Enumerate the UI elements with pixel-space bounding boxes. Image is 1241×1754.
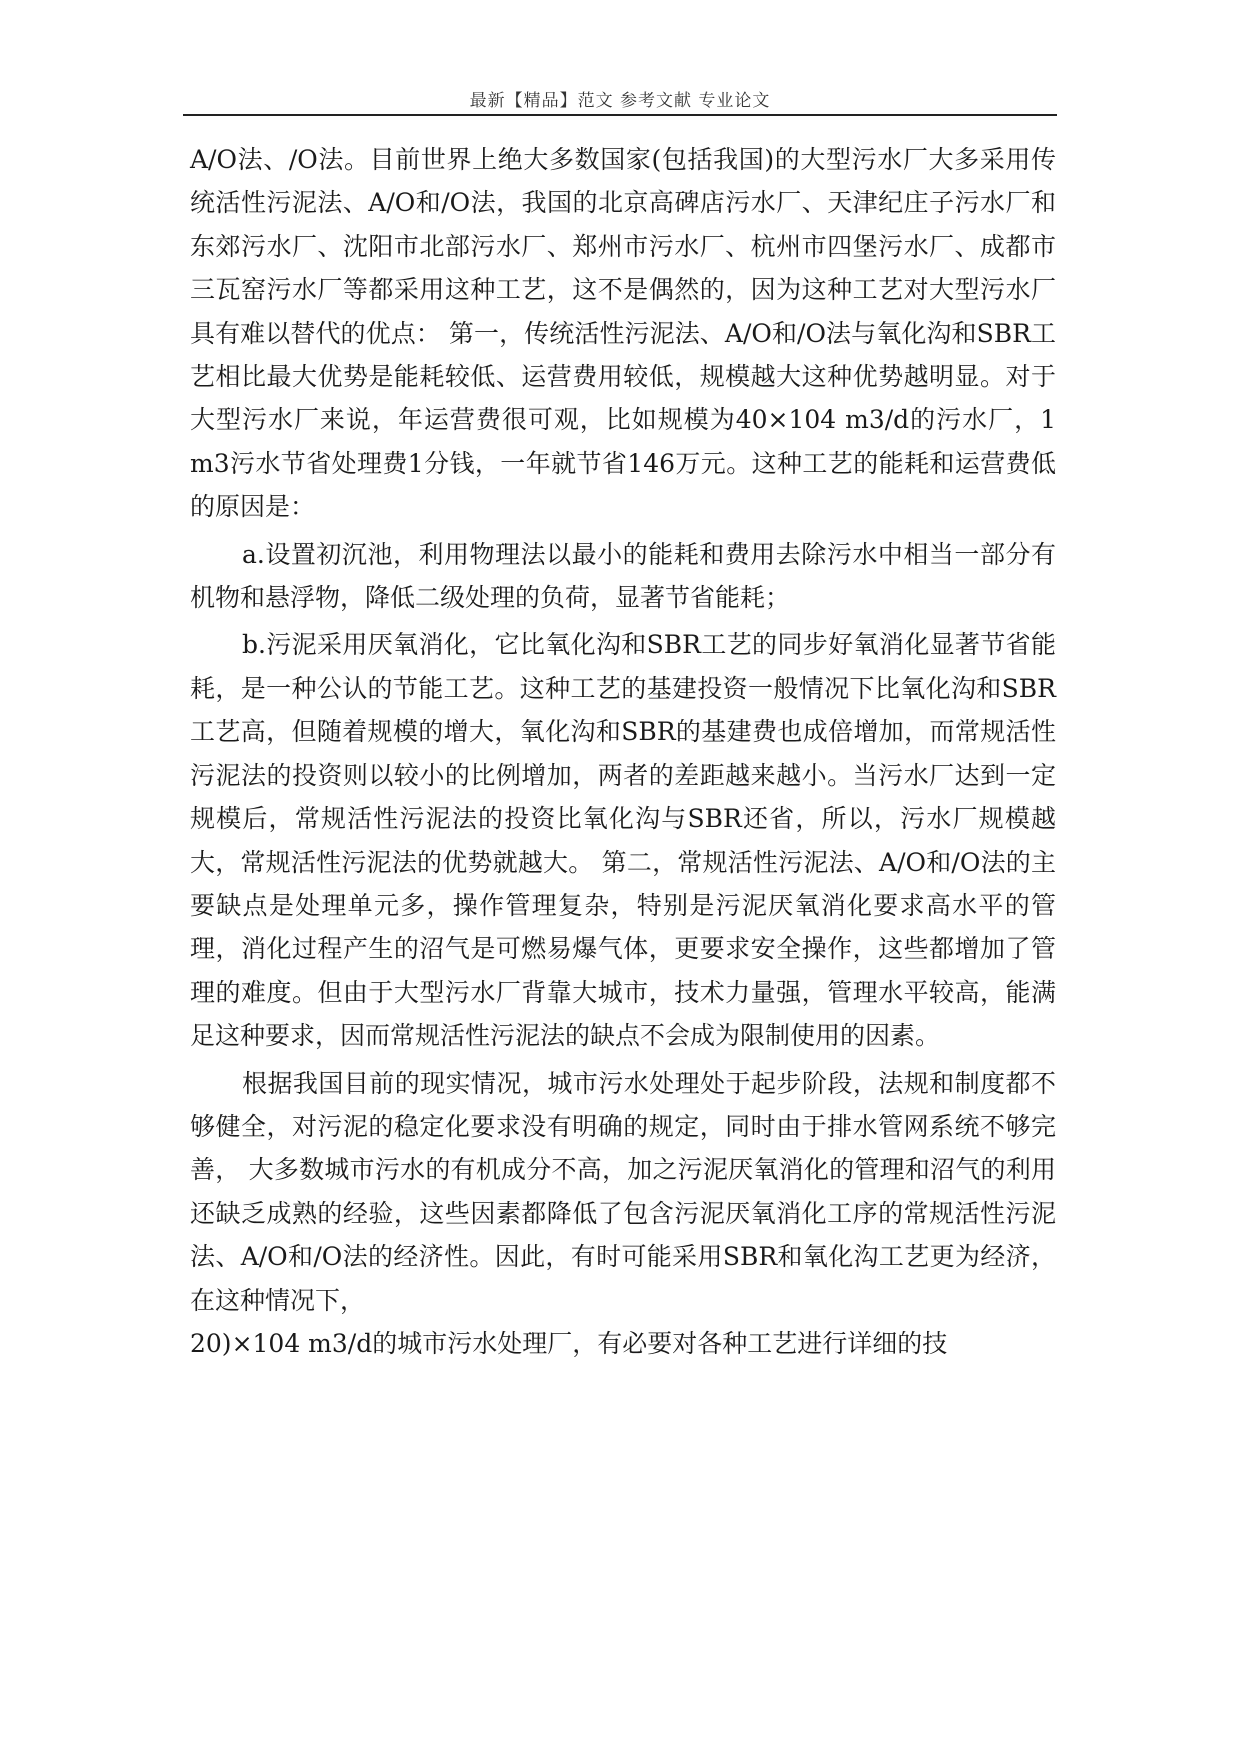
body-paragraph-3: 20)×104 m3/d的城市污水处理厂，有必要对各种工艺进行详细的技 <box>190 1328 948 1358</box>
body-paragraph-1: A/O法、/O法。目前世界上绝大多数国家(包括我国)的大型污水厂大多采用传统活性污泥法、A/O和/O法，我国的北京高碑店污水厂、天津纪庄子污水厂和东郊污水厂、沈阳市北部污水厂、郑州市污水厂、杭州市四堡污水厂、成都市三瓦窑污水厂等都采用这种工艺，这不是偶然的，因为这种工艺对大型污水厂具有难以替代的优点： 第一，传统活性污泥法、A/O和/O法与氧化沟和SBR工艺相比最大优势是能耗较低、运营费用较低，规模越大这种优势越明显。对于大型污水厂来说，年运营费很可观，比如规模为40×104 m3/d的污水厂，1 m3污水节省处理费1分钱，一年就节省146万元。这种工艺的能耗和运营费低的原因是： <box>190 145 1056 522</box>
document-body <box>190 138 1056 1365</box>
page-header: 最新【精品】范文 参考文献 专业论文 <box>469 91 771 111</box>
body-paragraph-a: a.设置初沉池，利用物理法以最小的能耗和费用去除污水中相当一部分有机物和悬浮物，降低二级处理的负荷，显著节省能耗； <box>190 539 1056 613</box>
body-paragraph-b: b.污泥采用厌氧消化，它比氧化沟和SBR工艺的同步好氧消化显著节省能耗，是一种公认的节能工艺。这种工艺的基建投资一般情况下比氧化沟和SBR工艺高，但随着规模的增大，氧化沟和SBR的基建费也成倍增加，而常规活性污泥法的投资则以较小的比例增加，两者的差距越来越小。当污水厂达到一定规模后，常规活性污泥法的投资比氧化沟与SBR还省，所以，污水厂规模越大，常规活性污泥法的优势就越大。 第二，常规活性污泥法、A/O和/O法的主要缺点是处理单元多，操作管理复杂，特别是污泥厌氧消化要求高水平的管理，消化过程产生的沼气是可燃易爆气体，更要求安全操作，这些都增加了管理的难度。但由于大型污水厂背靠大城市，技术力量强，管理水平较高，能满足这种要求，因而常规活性污泥法的缺点不会成为限制使用的因素。 <box>190 630 1056 1051</box>
body-paragraph-2: 根据我国目前的现实情况，城市污水处理处于起步阶段，法规和制度都不够健全，对污泥的稳定化要求没有明确的规定，同时由于排水管网系统不够完善， 大多数城市污水的有机成分不高，加之污泥厌氧消化的管理和沼气的利用还缺乏成熟的经验，这些因素都降低了包含污泥厌氧消化工序的常规活性污泥法、A/O和/O法的经济性。因此，有时可能采用SBR和氧化沟工艺更为经济，在这种情况下， <box>190 1068 1056 1315</box>
header-divider <box>183 114 1057 116</box>
